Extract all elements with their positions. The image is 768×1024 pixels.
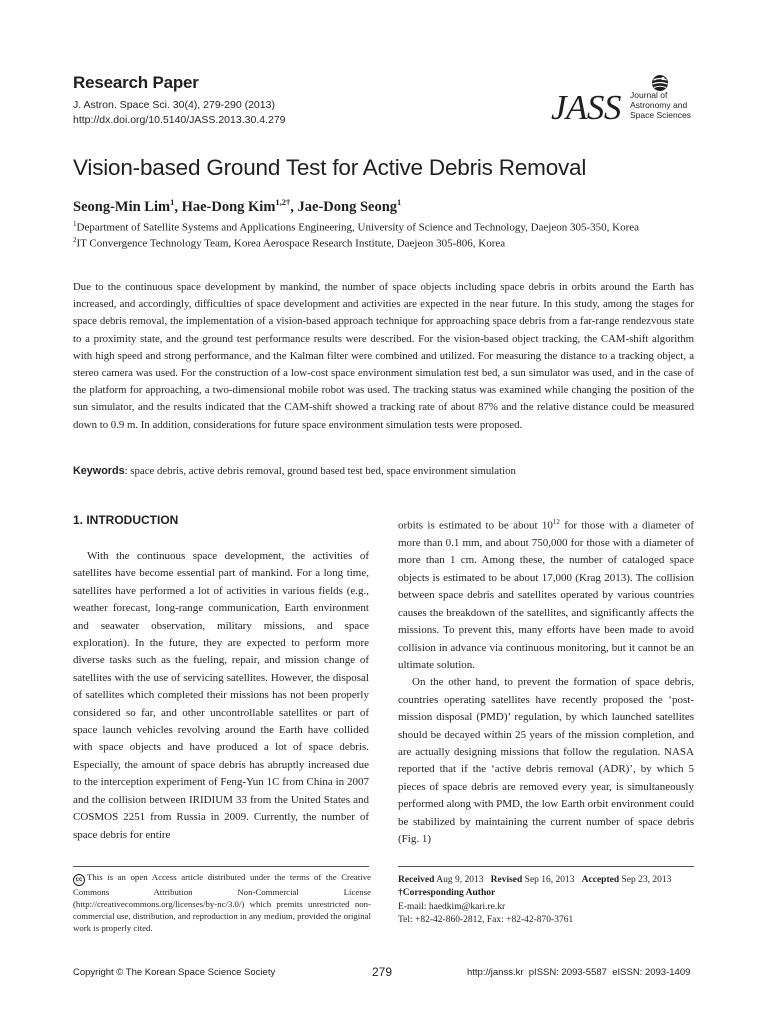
keywords-label: Keywords [73, 465, 125, 477]
affiliation-2: $^2$IT Convergence Technology Team, Korea Aerospace Research Institute, Daejeon 305-806, Korea [73, 236, 506, 250]
contact-phone: Tel: +82-42-860-2812, Fax: +82-42-870-3761 [398, 914, 574, 925]
author-name: Hae-Dong Kim [181, 198, 276, 215]
abstract: Due to the continuous space development by mankind, the number of space objects including space debris in orbits around the Earth has increased, and accordingly, difficulties of space development and activities are expected in the near future. In this study, among the stages for space debris removal, the implementation of a vision-based approach technique for approaching space debris from a far-range rendezvous state to a proximity state, and the ground test performance results were described. For the vision-based object tracking, the CAM-shift algorithm with high speed and strong performance, and the Kalman filter were combined and utilized. For measuring the distance to a tracking object, a stereo camera was used. For the construction of a low-cost space environment simulation test bed, a sun simulator was used, and in the case of the platform for approaching, a two-dimensional mobile robot was used. The tracking status was examined while changing the position of the sun simulator, and the results indicated that the CAM-shift showed a tracking rate of about 87% and the relative distance could be measured down to 0.9 m. In addition, considerations for future space environment simulation tests were proposed. [73, 281, 694, 431]
issn: http://janss.kr pISSN: 2093-5587 eISSN: 2093-1409 [467, 967, 691, 978]
citation [73, 98, 286, 128]
date-line: Received Aug 9, 2013 Revised Sep 16, 2013 Accepted Sep 23, 2013 [398, 875, 672, 885]
body-paragraph: With the continuous space development, the activities of satellites have become essential part of mankind. For a long time, satellites have performed a lot of activities in various fields (e.g., weather forecast, long-range communication, Earth environment and seawater observation, military missions, and space exploration). In the future, they are expected to perform more diverse tasks such as the fueling, repair, and mission change of satellites with the use of servicing satellites. However, the disposal of satellites which completed their missions has not been properly considered so far, and other uncontrollable satellites or part of space launch vehicles revolving around the Earth have collided with space objects and have produced a lot of space debris. Especially, the amount of space debris has abruptly increased due to the interception experiment of Feng-Yun 1C from China in 2007 and the collision between IRIDIUM 33 from the United States and COSMOS 2251 from Russia in 2009. Currently, the number of space debris for entire [73, 550, 369, 841]
citation-doi: http://dx.doi.org/10.5140/JASS.2013.30.4.279 [73, 114, 286, 126]
footnote-divider [398, 866, 694, 867]
license-text: This is an open Access article distributed under the terms of the Creative Commons Attribution Non-Commercial License (http://creativecommons.org/licenses/by-nc/3.0/) which premits unrestricted non-commercial use, distribution, and reproduction in any medium, provided the original work is properly cited. [73, 872, 371, 933]
author-list: Seong-Min Lim$^1$, Hae-Dong Kim$^{1,2\dagger}$, Jae-Dong Seong$^1$ [73, 197, 402, 215]
author-name: Seong-Min Lim [73, 198, 171, 215]
creative-commons-icon: cc [73, 874, 85, 886]
footnote-divider [73, 866, 369, 867]
section-label: Research Paper [73, 73, 199, 92]
jass-logo [551, 74, 697, 130]
section-heading: 1. INTRODUCTION [73, 513, 179, 527]
license-note [73, 871, 371, 934]
author-affil-mark: 1 [397, 197, 402, 207]
page-number: 279 [372, 965, 393, 979]
logo-wordmark: JASS [551, 88, 621, 127]
affiliation-1: $^1$Department of Satellite Systems and Applications Engineering, University of Science and Technology, Daejeon 305-350, Korea [73, 220, 640, 234]
article-history [398, 874, 671, 927]
body-paragraph: orbits is estimated to be about $10^{12}$ for those with a diameter of more than 0.1 mm, and about 750,000 for those with a diameter of more than 1 cm. Among these, the number of cataloged space objects is estimated to be about 17,000 (Krag 2013). The collision between space debris and satellites operated by various countries causes the breakdown of the satellites, and significantly affects the missions. To prevent this, many efforts have been made to avoid collision in advance via continuous monitoring, but it cannot be an ultimate solution. [398, 518, 694, 671]
keywords [73, 465, 516, 477]
keywords-list: : space debris, active debris removal, ground based test bed, space environment simulation [124, 465, 516, 477]
body-paragraph: On the other hand, to prevent the formation of space debris, countries operating satellites have recently proposed the ‘post-mission disposal (PMD)’ regulation, by which launched satellites should be decayed within 25 years of the mission completion, and are actually designing missions that follow the regulation. NASA reported that if the ‘active debris removal (ADR)’, by which 5 pieces of space debris are removed every year, is simultaneously performed along with PMD, the low Earth orbit environment could be stabilized by maintaining the current number of space debris (Fig. 1) [398, 676, 694, 845]
author-affil-mark: 1,2† [275, 197, 291, 207]
author-name: Jae-Dong Seong [297, 198, 398, 215]
author-affil-mark: 1 [170, 197, 175, 207]
copyright: Copyright © The Korean Space Science Society [73, 967, 276, 978]
paper-title: Vision-based Ground Test for Active Debris Removal [73, 155, 587, 180]
contact-email: E-mail: haedkim@kari.re.kr [398, 901, 506, 912]
body-column-right [398, 514, 694, 848]
body-column-left [73, 548, 369, 844]
corresponding-author: †Corresponding Author [398, 888, 496, 899]
logo-subtitle: Journal of Astronomy and Space Sciences [630, 90, 691, 120]
citation-journal: J. Astron. Space Sci. 30(4), 279-290 (2013) [73, 99, 275, 111]
